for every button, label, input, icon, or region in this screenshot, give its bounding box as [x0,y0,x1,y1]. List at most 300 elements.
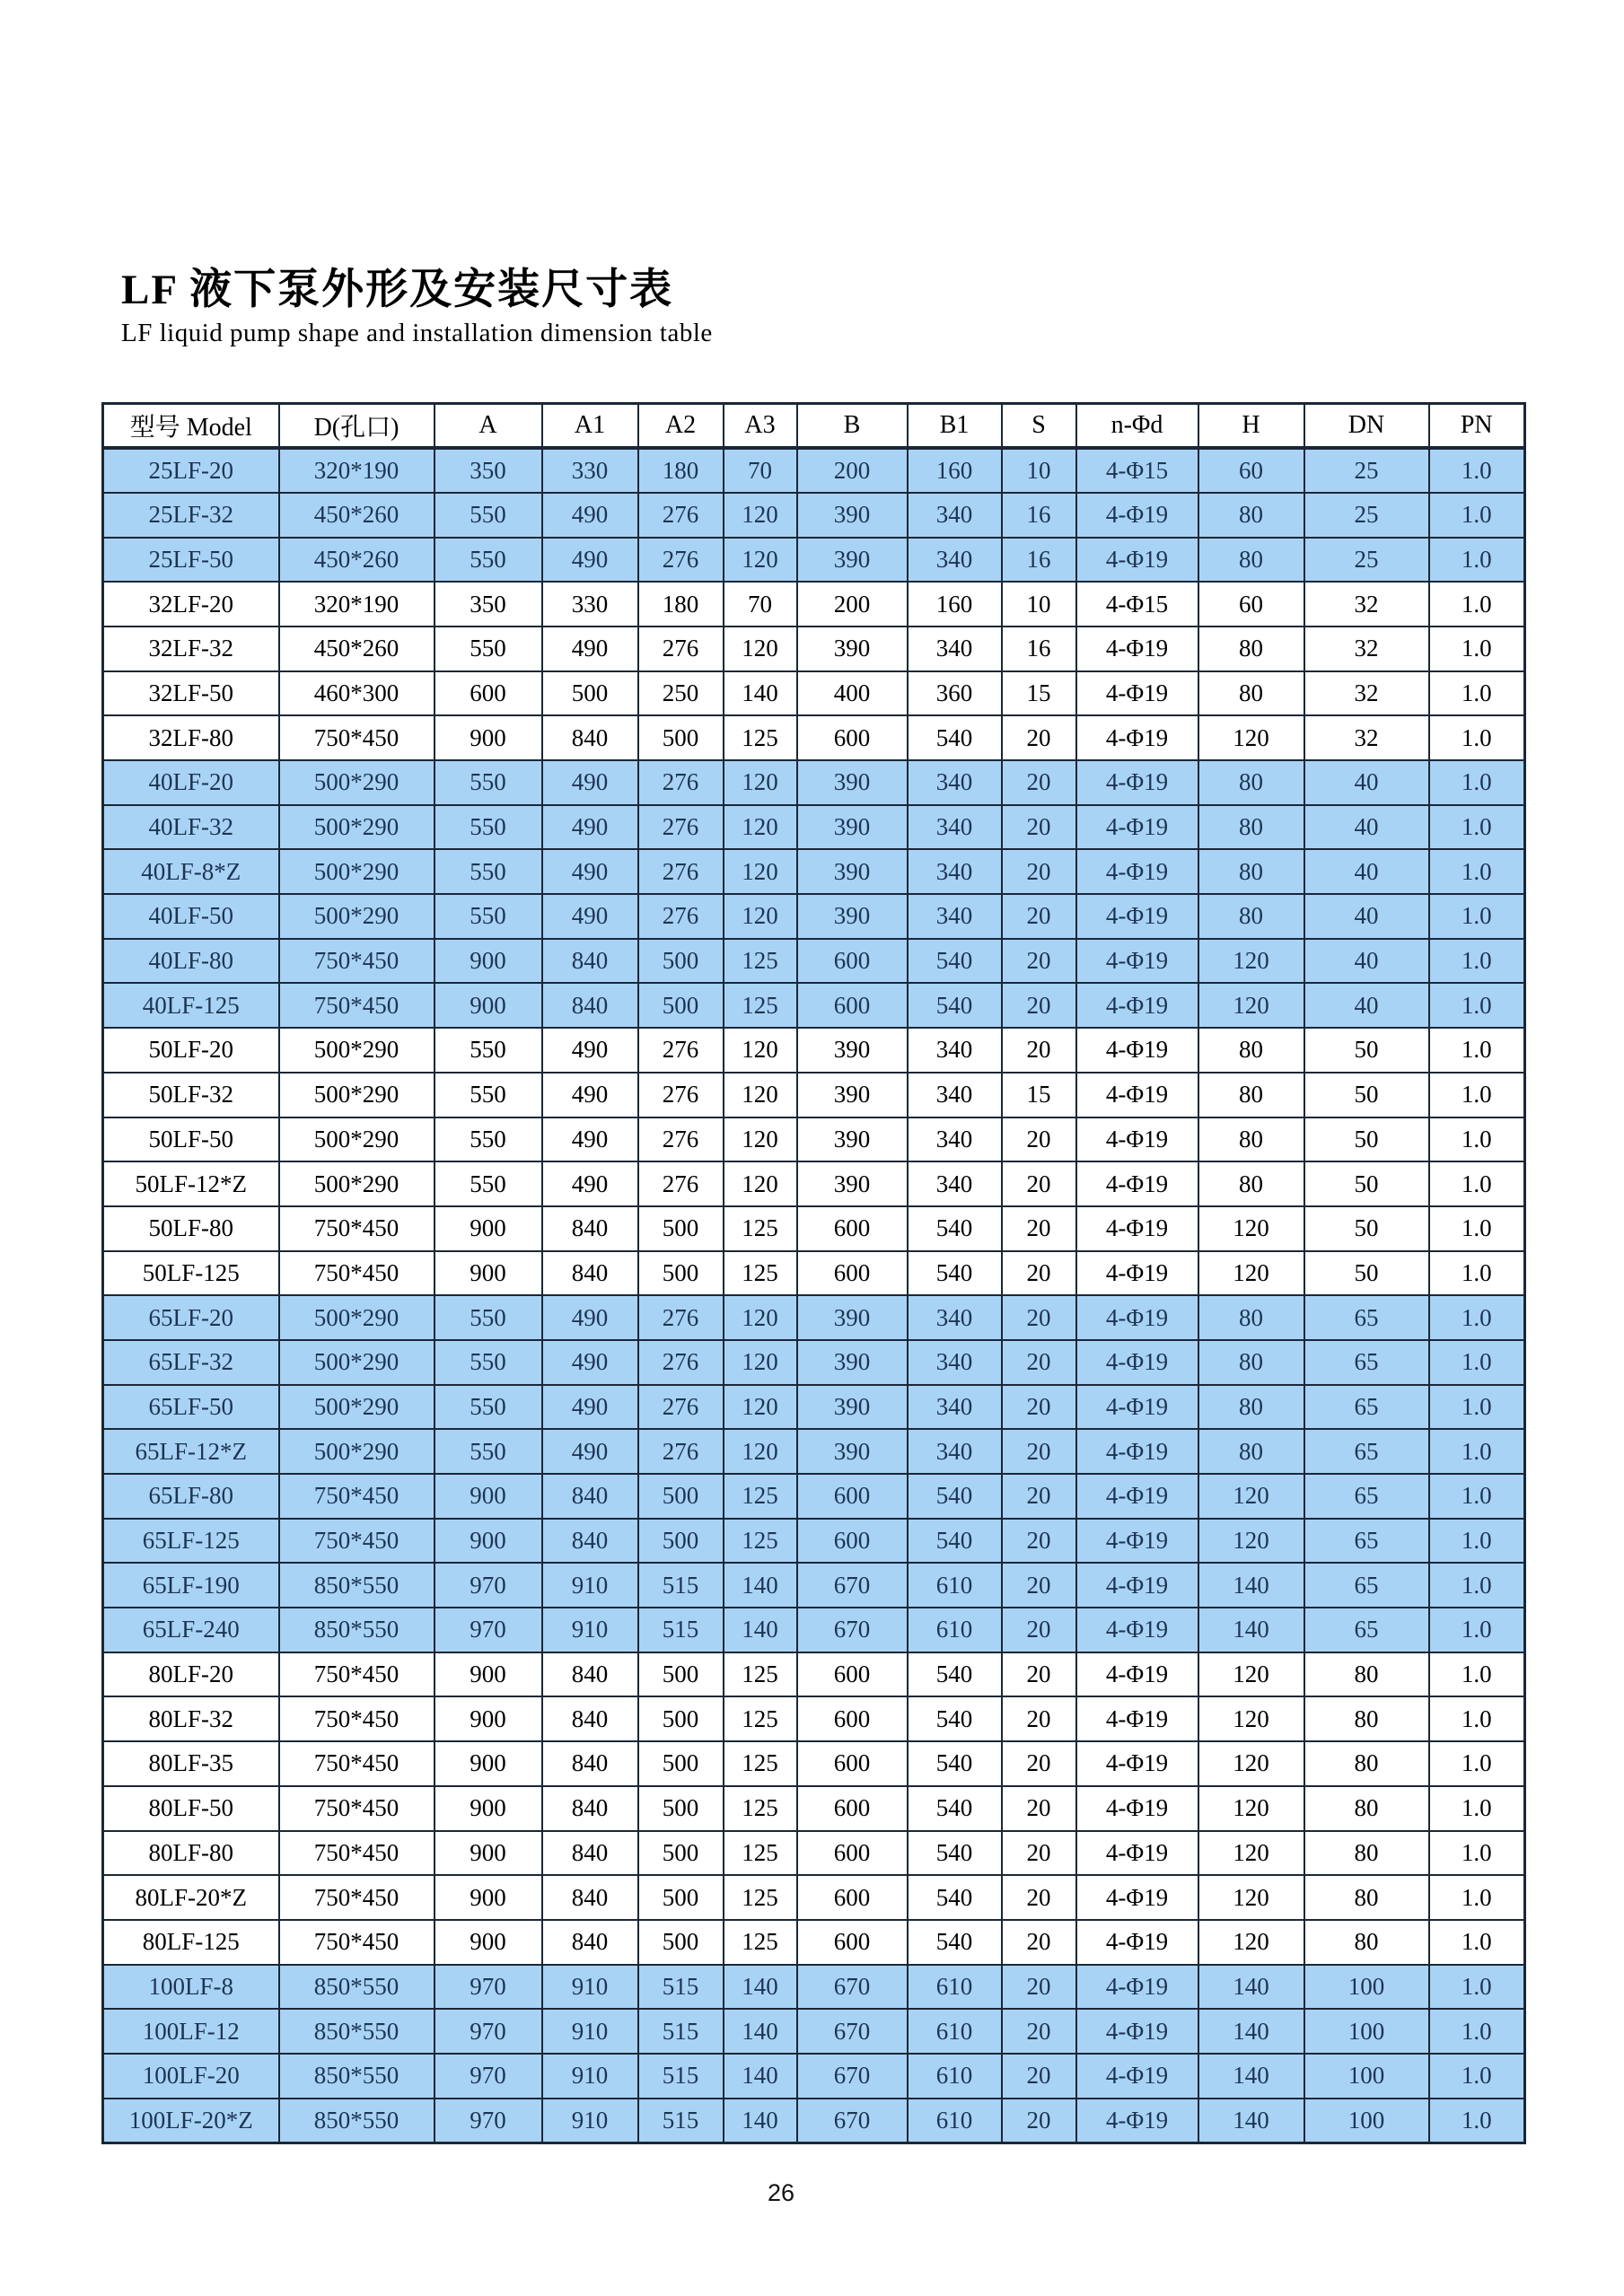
value-cell: 840 [542,1741,638,1786]
value-cell: 750*450 [279,1519,435,1564]
value-cell: 1.0 [1429,1474,1525,1519]
value-cell: 500 [638,939,724,984]
value-cell: 840 [542,1920,638,1965]
value-cell: 500 [638,1920,724,1965]
value-cell: 80 [1198,627,1304,671]
value-cell: 550 [435,1340,542,1385]
value-cell: 550 [435,627,542,671]
table-row [103,805,1525,850]
value-cell: 500 [638,1251,724,1296]
value-cell: 32 [1304,582,1429,627]
value-cell: 160 [908,582,1002,627]
value-cell: 50 [1304,1117,1429,1162]
value-cell: 120 [724,1340,797,1385]
value-cell: 40 [1304,939,1429,984]
value-cell: 4-Φ19 [1076,1652,1198,1697]
value-cell: 276 [638,760,724,805]
value-cell: 750*450 [279,983,435,1028]
value-cell: 20 [1002,1028,1076,1073]
model-cell: 40LF-80 [103,939,279,984]
value-cell: 840 [542,1696,638,1741]
value-cell: 550 [435,1295,542,1340]
model-cell: 65LF-32 [103,1340,279,1385]
value-cell: 390 [797,1295,908,1340]
value-cell: 1.0 [1429,2054,1525,2099]
value-cell: 4-Φ19 [1076,538,1198,583]
value-cell: 250 [638,671,724,716]
value-cell: 750*450 [279,1652,435,1697]
value-cell: 20 [1002,1696,1076,1741]
value-cell: 670 [797,1965,908,2010]
value-cell: 840 [542,1519,638,1564]
value-cell: 80 [1198,760,1304,805]
value-cell: 120 [1198,1920,1304,1965]
value-cell: 32 [1304,715,1429,760]
value-cell: 340 [908,627,1002,671]
value-cell: 125 [724,1875,797,1920]
value-cell: 20 [1002,1340,1076,1385]
value-cell: 4-Φ19 [1076,1741,1198,1786]
value-cell: 140 [1198,1608,1304,1652]
value-cell: 20 [1002,1117,1076,1162]
table-row [103,1741,1525,1786]
value-cell: 600 [797,1831,908,1876]
value-cell: 500 [638,1741,724,1786]
value-cell: 4-Φ19 [1076,2009,1198,2054]
value-cell: 1.0 [1429,1831,1525,1876]
value-cell: 600 [435,671,542,716]
value-cell: 120 [724,894,797,939]
table-row [103,1696,1525,1741]
value-cell: 340 [908,1117,1002,1162]
value-cell: 4-Φ19 [1076,1608,1198,1652]
value-cell: 4-Φ19 [1076,1474,1198,1519]
value-cell: 970 [435,2009,542,2054]
value-cell: 500 [542,671,638,716]
value-cell: 125 [724,983,797,1028]
value-cell: 20 [1002,894,1076,939]
value-cell: 670 [797,2054,908,2099]
value-cell: 900 [435,1786,542,1831]
value-cell: 610 [908,1608,1002,1652]
value-cell: 850*550 [279,1563,435,1608]
value-cell: 20 [1002,1429,1076,1474]
value-cell: 140 [1198,2009,1304,2054]
value-cell: 25 [1304,448,1429,493]
value-cell: 970 [435,2054,542,2099]
value-cell: 750*450 [279,1251,435,1296]
value-cell: 500 [638,1831,724,1876]
table-row [103,894,1525,939]
value-cell: 20 [1002,1652,1076,1697]
value-cell: 320*190 [279,448,435,493]
column-header: 型号 Model [103,404,279,449]
value-cell: 500 [638,1519,724,1564]
value-cell: 4-Φ19 [1076,1340,1198,1385]
value-cell: 20 [1002,1295,1076,1340]
model-cell: 40LF-20 [103,760,279,805]
value-cell: 500 [638,1206,724,1251]
value-cell: 1.0 [1429,671,1525,716]
value-cell: 4-Φ19 [1076,715,1198,760]
value-cell: 1.0 [1429,1385,1525,1430]
column-header: n-Φd [1076,404,1198,449]
value-cell: 540 [908,1206,1002,1251]
value-cell: 4-Φ19 [1076,1920,1198,1965]
value-cell: 120 [1198,1206,1304,1251]
value-cell: 850*550 [279,1965,435,2010]
value-cell: 490 [542,1340,638,1385]
column-header: A1 [542,404,638,449]
table-row [103,849,1525,894]
value-cell: 1.0 [1429,538,1525,583]
value-cell: 4-Φ19 [1076,2054,1198,2099]
value-cell: 840 [542,1786,638,1831]
value-cell: 340 [908,1385,1002,1430]
value-cell: 120 [1198,1786,1304,1831]
value-cell: 65 [1304,1563,1429,1608]
value-cell: 600 [797,1519,908,1564]
value-cell: 540 [908,939,1002,984]
model-cell: 80LF-80 [103,1831,279,1876]
value-cell: 120 [724,627,797,671]
value-cell: 100 [1304,2099,1429,2143]
value-cell: 200 [797,582,908,627]
table-row [103,1608,1525,1652]
table-row [103,1340,1525,1385]
value-cell: 515 [638,2099,724,2143]
value-cell: 120 [1198,939,1304,984]
value-cell: 500 [638,1786,724,1831]
value-cell: 600 [797,939,908,984]
value-cell: 900 [435,1920,542,1965]
value-cell: 450*260 [279,627,435,671]
value-cell: 840 [542,715,638,760]
model-cell: 50LF-20 [103,1028,279,1073]
value-cell: 390 [797,1429,908,1474]
value-cell: 4-Φ19 [1076,1696,1198,1741]
value-cell: 80 [1304,1831,1429,1876]
value-cell: 1.0 [1429,1340,1525,1385]
value-cell: 390 [797,805,908,850]
value-cell: 50 [1304,1206,1429,1251]
value-cell: 1.0 [1429,849,1525,894]
value-cell: 80 [1198,1340,1304,1385]
model-cell: 50LF-50 [103,1117,279,1162]
value-cell: 40 [1304,894,1429,939]
table-row [103,448,1525,493]
value-cell: 500*290 [279,1295,435,1340]
value-cell: 450*260 [279,538,435,583]
value-cell: 390 [797,849,908,894]
table-row [103,1429,1525,1474]
model-cell: 100LF-20*Z [103,2099,279,2143]
value-cell: 1.0 [1429,1741,1525,1786]
value-cell: 1.0 [1429,939,1525,984]
table-row [103,939,1525,984]
value-cell: 80 [1304,1652,1429,1697]
table-row [103,1563,1525,1608]
value-cell: 350 [435,582,542,627]
value-cell: 670 [797,2099,908,2143]
value-cell: 4-Φ19 [1076,493,1198,538]
value-cell: 550 [435,1028,542,1073]
value-cell: 65 [1304,1519,1429,1564]
value-cell: 1.0 [1429,1920,1525,1965]
value-cell: 125 [724,715,797,760]
value-cell: 4-Φ19 [1076,1429,1198,1474]
value-cell: 750*450 [279,1786,435,1831]
value-cell: 4-Φ19 [1076,849,1198,894]
value-cell: 515 [638,1965,724,2010]
value-cell: 125 [724,1831,797,1876]
value-cell: 4-Φ19 [1076,760,1198,805]
value-cell: 390 [797,493,908,538]
value-cell: 80 [1304,1875,1429,1920]
value-cell: 540 [908,1519,1002,1564]
value-cell: 750*450 [279,1875,435,1920]
value-cell: 500 [638,1696,724,1741]
value-cell: 600 [797,1206,908,1251]
value-cell: 840 [542,1652,638,1697]
value-cell: 670 [797,1563,908,1608]
column-header: B [797,404,908,449]
value-cell: 500*290 [279,1340,435,1385]
value-cell: 120 [1198,1474,1304,1519]
value-cell: 32 [1304,671,1429,716]
column-header: A2 [638,404,724,449]
value-cell: 1.0 [1429,894,1525,939]
value-cell: 515 [638,1608,724,1652]
model-cell: 80LF-125 [103,1920,279,1965]
value-cell: 600 [797,715,908,760]
value-cell: 490 [542,760,638,805]
value-cell: 1.0 [1429,983,1525,1028]
value-cell: 500 [638,983,724,1028]
value-cell: 140 [724,2099,797,2143]
value-cell: 180 [638,448,724,493]
value-cell: 840 [542,1251,638,1296]
model-cell: 65LF-12*Z [103,1429,279,1474]
model-cell: 50LF-12*Z [103,1161,279,1206]
model-cell: 65LF-50 [103,1385,279,1430]
value-cell: 490 [542,1117,638,1162]
value-cell: 670 [797,1608,908,1652]
value-cell: 4-Φ19 [1076,1206,1198,1251]
value-cell: 390 [797,1073,908,1117]
value-cell: 20 [1002,849,1076,894]
value-cell: 490 [542,1161,638,1206]
value-cell: 65 [1304,1340,1429,1385]
value-cell: 80 [1304,1920,1429,1965]
table-row [103,1965,1525,2010]
value-cell: 390 [797,760,908,805]
value-cell: 390 [797,538,908,583]
value-cell: 670 [797,2009,908,2054]
value-cell: 1.0 [1429,1563,1525,1608]
value-cell: 340 [908,1295,1002,1340]
value-cell: 840 [542,983,638,1028]
value-cell: 65 [1304,1385,1429,1430]
value-cell: 540 [908,1696,1002,1741]
value-cell: 276 [638,538,724,583]
model-cell: 80LF-35 [103,1741,279,1786]
column-header: DN [1304,404,1429,449]
value-cell: 25 [1304,493,1429,538]
value-cell: 80 [1198,493,1304,538]
value-cell: 40 [1304,760,1429,805]
table-row [103,760,1525,805]
value-cell: 390 [797,1117,908,1162]
value-cell: 1.0 [1429,448,1525,493]
value-cell: 400 [797,671,908,716]
value-cell: 320*190 [279,582,435,627]
value-cell: 390 [797,894,908,939]
value-cell: 550 [435,760,542,805]
value-cell: 340 [908,1340,1002,1385]
value-cell: 515 [638,1563,724,1608]
value-cell: 120 [724,1028,797,1073]
column-header: A [435,404,542,449]
value-cell: 120 [724,493,797,538]
value-cell: 50 [1304,1073,1429,1117]
value-cell: 910 [542,1965,638,2010]
value-cell: 1.0 [1429,715,1525,760]
model-cell: 40LF-32 [103,805,279,850]
value-cell: 550 [435,538,542,583]
value-cell: 60 [1198,448,1304,493]
value-cell: 4-Φ19 [1076,2099,1198,2143]
model-cell: 40LF-50 [103,894,279,939]
value-cell: 900 [435,1696,542,1741]
value-cell: 20 [1002,1206,1076,1251]
value-cell: 80 [1304,1786,1429,1831]
value-cell: 80 [1198,538,1304,583]
value-cell: 140 [1198,2054,1304,2099]
value-cell: 125 [724,939,797,984]
value-cell: 65 [1304,1608,1429,1652]
table-row [103,582,1525,627]
value-cell: 140 [724,1965,797,2010]
value-cell: 540 [908,983,1002,1028]
value-cell: 20 [1002,1608,1076,1652]
value-cell: 540 [908,715,1002,760]
value-cell: 20 [1002,939,1076,984]
value-cell: 40 [1304,983,1429,1028]
value-cell: 80 [1304,1696,1429,1741]
value-cell: 80 [1198,1117,1304,1162]
value-cell: 970 [435,1563,542,1608]
value-cell: 450*260 [279,493,435,538]
table-row [103,1117,1525,1162]
value-cell: 20 [1002,1161,1076,1206]
value-cell: 4-Φ19 [1076,627,1198,671]
value-cell: 550 [435,849,542,894]
value-cell: 140 [1198,1563,1304,1608]
value-cell: 4-Φ19 [1076,1161,1198,1206]
value-cell: 20 [1002,1786,1076,1831]
value-cell: 276 [638,1429,724,1474]
model-cell: 65LF-80 [103,1474,279,1519]
value-cell: 20 [1002,1251,1076,1296]
value-cell: 125 [724,1519,797,1564]
column-header: A3 [724,404,797,449]
page-number: 26 [767,2179,795,2206]
value-cell: 4-Φ19 [1076,1786,1198,1831]
value-cell: 850*550 [279,2009,435,2054]
value-cell: 120 [1198,983,1304,1028]
value-cell: 600 [797,1474,908,1519]
value-cell: 20 [1002,715,1076,760]
value-cell: 610 [908,2099,1002,2143]
value-cell: 390 [797,1161,908,1206]
value-cell: 1.0 [1429,1519,1525,1564]
value-cell: 1.0 [1429,493,1525,538]
value-cell: 910 [542,2099,638,2143]
value-cell: 125 [724,1474,797,1519]
value-cell: 900 [435,1206,542,1251]
value-cell: 20 [1002,1741,1076,1786]
value-cell: 600 [797,1920,908,1965]
column-header: B1 [908,404,1002,449]
value-cell: 120 [1198,1652,1304,1697]
value-cell: 4-Φ19 [1076,805,1198,850]
value-cell: 550 [435,1117,542,1162]
model-cell: 50LF-125 [103,1251,279,1296]
model-cell: 25LF-32 [103,493,279,538]
value-cell: 490 [542,1028,638,1073]
model-cell: 32LF-20 [103,582,279,627]
value-cell: 120 [724,849,797,894]
value-cell: 70 [724,448,797,493]
value-cell: 750*450 [279,1920,435,1965]
value-cell: 390 [797,1340,908,1385]
value-cell: 540 [908,1474,1002,1519]
model-cell: 80LF-20 [103,1652,279,1697]
value-cell: 500 [638,1875,724,1920]
value-cell: 610 [908,2009,1002,2054]
value-cell: 500*290 [279,1028,435,1073]
value-cell: 600 [797,1741,908,1786]
value-cell: 120 [1198,715,1304,760]
value-cell: 25 [1304,538,1429,583]
value-cell: 500*290 [279,1073,435,1117]
value-cell: 50 [1304,1161,1429,1206]
value-cell: 200 [797,448,908,493]
value-cell: 20 [1002,1519,1076,1564]
value-cell: 330 [542,582,638,627]
value-cell: 500*290 [279,1385,435,1430]
table-row [103,1920,1525,1965]
value-cell: 160 [908,448,1002,493]
model-cell: 50LF-32 [103,1073,279,1117]
value-cell: 100 [1304,1965,1429,2010]
value-cell: 840 [542,1474,638,1519]
value-cell: 65 [1304,1295,1429,1340]
value-cell: 550 [435,894,542,939]
value-cell: 970 [435,1608,542,1652]
value-cell: 65 [1304,1429,1429,1474]
value-cell: 4-Φ19 [1076,1295,1198,1340]
column-header: PN [1429,404,1525,449]
model-cell: 65LF-190 [103,1563,279,1608]
model-cell: 65LF-240 [103,1608,279,1652]
value-cell: 140 [724,2009,797,2054]
value-cell: 540 [908,1741,1002,1786]
model-cell: 100LF-12 [103,2009,279,2054]
value-cell: 340 [908,760,1002,805]
value-cell: 80 [1304,1741,1429,1786]
